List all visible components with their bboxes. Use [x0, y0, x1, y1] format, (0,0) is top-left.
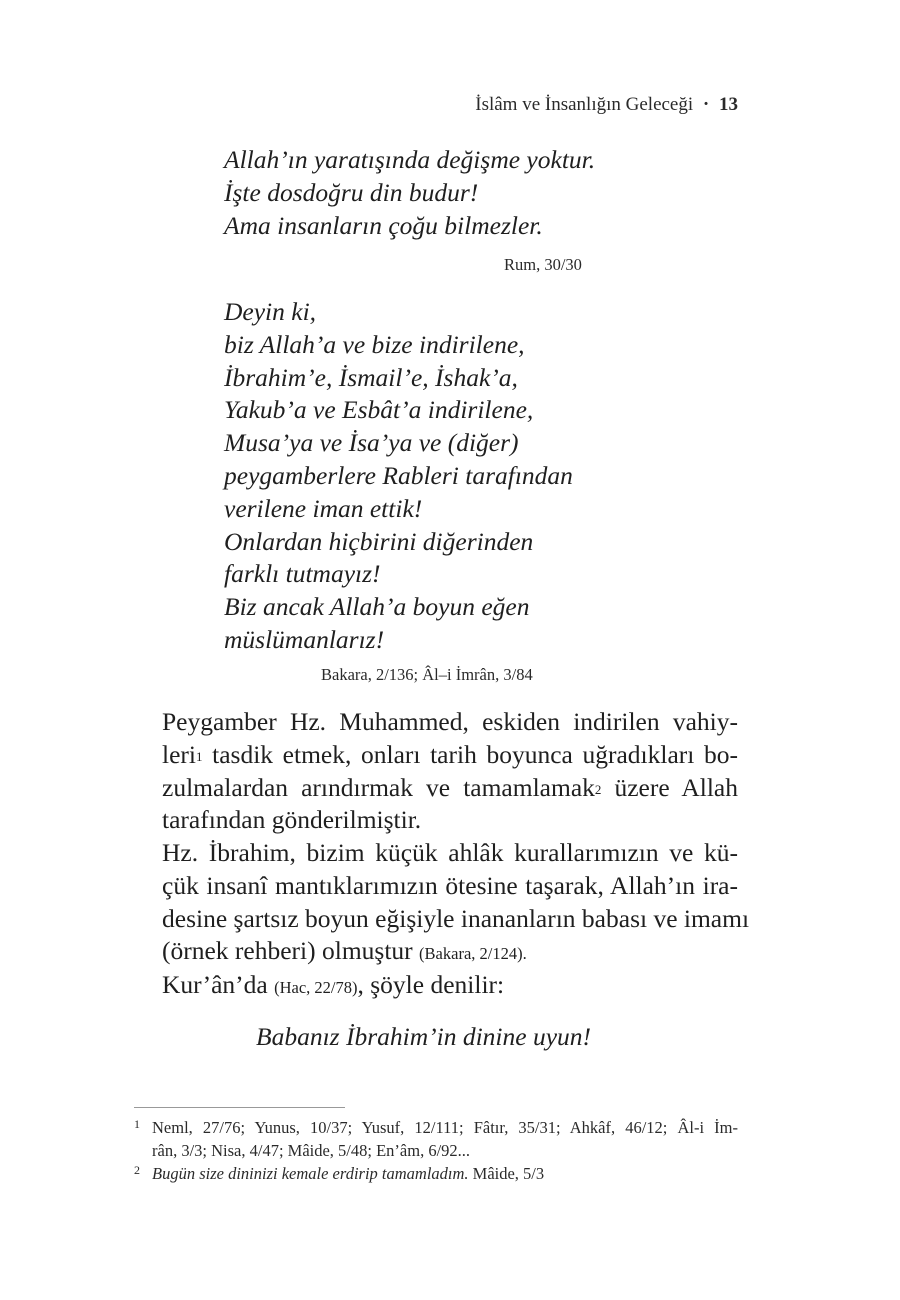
verse-line: Musa’ya ve İsa’ya ve (diğer) — [224, 428, 519, 458]
footnote-quote: Bugün size dininizi kemale erdirip tamamladım. — [152, 1164, 469, 1183]
header-separator: · — [702, 94, 710, 115]
verse-line: verilene iman ettik! — [224, 493, 423, 523]
footnote-divider — [134, 1107, 345, 1108]
verse-line: Deyin ki, — [224, 297, 317, 326]
verse-line: peygamberlere Rableri tarafından — [224, 460, 573, 490]
verse-line: müslümanlarız! — [224, 624, 385, 654]
verse-block-rum — [224, 144, 595, 242]
paragraph-text: , şöyle denilir: — [357, 970, 505, 999]
verse-line: farklı tutmayız! — [224, 559, 381, 589]
paragraph-ibrahim — [162, 837, 750, 968]
paragraph-line: çük insanî mantıklarımızın ötesine taşarak, Allah’ın ira- — [162, 870, 738, 900]
paragraph-kuran — [162, 969, 738, 1002]
paragraph-muhammed — [162, 706, 738, 837]
verse-block-bakara — [224, 296, 573, 657]
paragraph-text: zulmalardan arındırmak ve tamamlamak — [162, 772, 595, 802]
footnote-1 — [134, 1116, 738, 1162]
footnote-source: Mâide, 5/3 — [468, 1164, 545, 1183]
paragraph-line: tarafından gönderilmiştir. — [162, 805, 422, 835]
verse-line: Onlardan hiçbirini diğerinden — [224, 526, 534, 556]
inline-reference: (Bakara, 2/124). — [419, 944, 527, 964]
running-header — [475, 94, 738, 116]
verse-reference: Rum, 30/30 — [504, 255, 582, 274]
paragraph-text: Kur’ân’da — [162, 970, 275, 999]
paragraph-line: desine şartsız boyun eğişiyle inananların babası ve imamı — [162, 903, 750, 933]
paragraph-text: üzere Allah — [601, 772, 738, 802]
paragraph-line: Peygamber Hz. Muhammed, eskiden indirilen vahiy- — [162, 707, 738, 736]
footnote-mark: 2 — [134, 1163, 140, 1177]
verse-line: Yakub’a ve Esbât’a indirilene, — [224, 395, 534, 425]
inline-reference: (Hac, 22/78) — [274, 978, 358, 997]
footnote-line: Neml, 27/76; Yunus, 10/37; Yusuf, 12/111; Fâtır, 35/31; Ahkâf, 46/12; Âl-i İm- — [152, 1118, 738, 1137]
verse-line: Allah’ın yaratışında değişme yoktur. — [224, 145, 596, 174]
footnote-ref-1[interactable]: 1 — [195, 748, 203, 764]
footnote-ref-2[interactable]: 2 — [594, 781, 602, 797]
footnotes — [134, 1116, 738, 1185]
verse-reference: Bakara, 2/136; Âl–i İmrân, 3/84 — [321, 665, 533, 684]
verse-line: Ama insanların çoğu bilmezler. — [224, 210, 543, 240]
footnote-line: rân, 3/3; Nisa, 4/47; Mâide, 5/48; En’âm, 6/92... — [152, 1141, 471, 1160]
block-quote: Babanız İbrahim’in dinine uyun! — [256, 1022, 591, 1051]
verse-line: Biz ancak Allah’a boyun eğen — [224, 592, 530, 622]
paragraph-text: leri — [162, 739, 196, 769]
header-title: İslâm ve İnsanlığın Geleceği — [475, 94, 694, 115]
footnote-mark: 1 — [134, 1117, 140, 1131]
paragraph-line: Hz. İbrahim, bizim küçük ahlâk kurallarımızın ve kü- — [162, 838, 738, 867]
verse-line: biz Allah’a ve bize indirilene, — [224, 329, 525, 359]
paragraph-text: tasdik etmek, onları tarih boyunca uğradıkları bo- — [202, 739, 738, 769]
page-number: 13 — [719, 94, 738, 115]
footnote-2 — [134, 1162, 738, 1185]
paragraph-text: (örnek rehberi) olmuştur — [162, 936, 420, 966]
verse-line: İşte dosdoğru din budur! — [224, 177, 479, 207]
verse-line: İbrahim’e, İsmail’e, İshak’a, — [224, 362, 518, 392]
